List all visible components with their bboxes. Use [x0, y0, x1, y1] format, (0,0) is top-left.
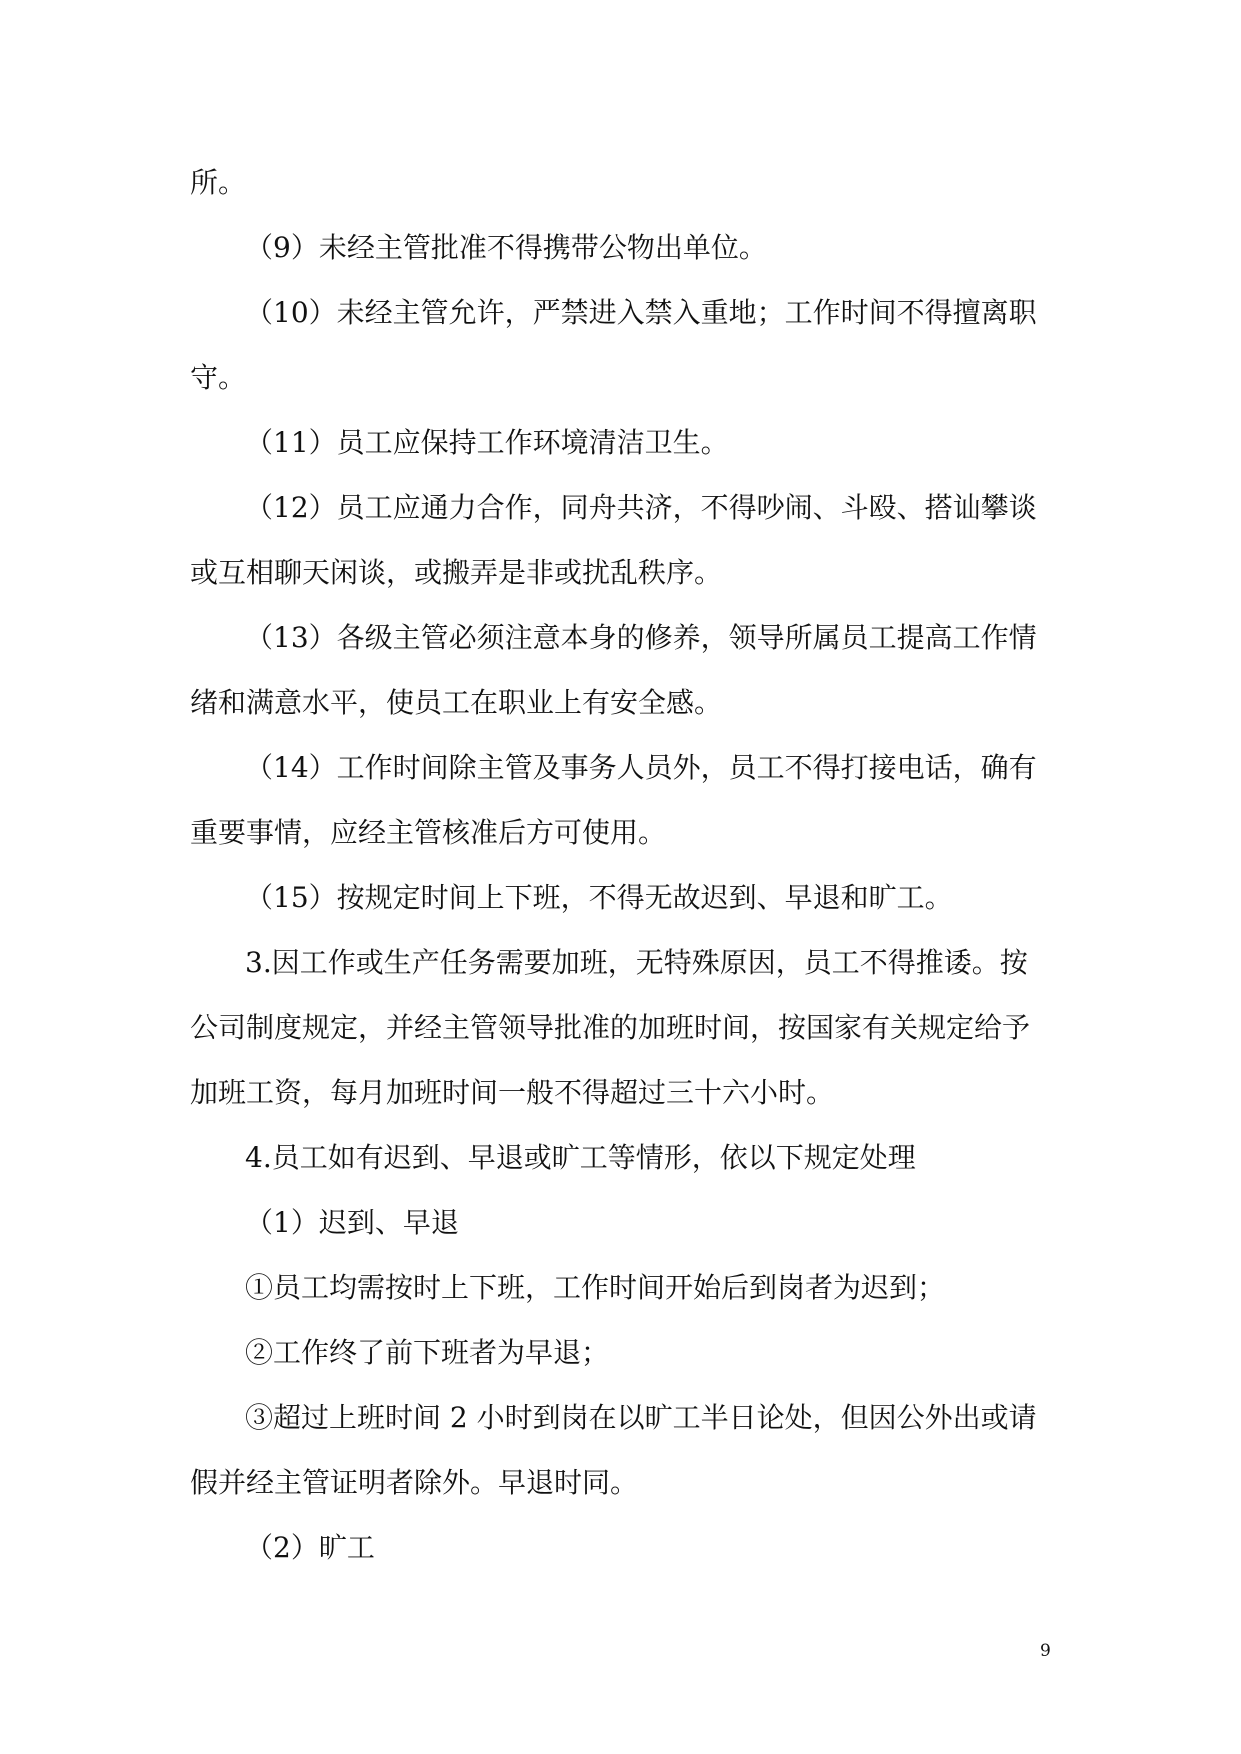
text-line: 守。 [190, 361, 247, 394]
text-line: 公司制度规定，并经主管领导批准的加班时间，按国家有关规定给予 [190, 1011, 1031, 1044]
text-line: 重要事情，应经主管核准后方可使用。 [190, 816, 667, 849]
list-item: （14）工作时间除主管及事务人员外，员工不得打接电话，确有 [245, 751, 1037, 784]
text-line: 加班工资，每月加班时间一般不得超过三十六小时。 [190, 1076, 835, 1109]
list-item: ①员工均需按时上下班，工作时间开始后到岗者为迟到； [245, 1271, 946, 1304]
section-paragraph: 4.员工如有迟到、早退或旷工等情形，依以下规定处理 [245, 1141, 916, 1174]
list-item: （13）各级主管必须注意本身的修养，领导所属员工提高工作情 [245, 621, 1037, 654]
subsection-heading: （2）旷工 [245, 1531, 375, 1564]
text-line: 假并经主管证明者除外。早退时同。 [190, 1466, 639, 1499]
list-item: ②工作终了前下班者为早退； [245, 1336, 610, 1369]
list-item: （10）未经主管允许，严禁进入禁入重地；工作时间不得擅离职 [245, 296, 1037, 329]
subsection-heading: （1）迟到、早退 [245, 1206, 459, 1239]
list-item: （11）员工应保持工作环境清洁卫生。 [245, 426, 729, 459]
list-item: （9）未经主管批准不得携带公物出单位。 [245, 231, 767, 264]
list-item: （12）员工应通力合作，同舟共济，不得吵闹、斗殴、搭讪攀谈 [245, 491, 1037, 524]
text-line: 绪和满意水平，使员工在职业上有安全感。 [190, 686, 723, 719]
text-line: 或互相聊天闲谈，或搬弄是非或扰乱秩序。 [190, 556, 723, 589]
page-number: 9 [1040, 1641, 1051, 1661]
section-paragraph: 3.因工作或生产任务需要加班，无特殊原因，员工不得推诿。按 [245, 946, 1028, 979]
text-line: 所。 [190, 166, 247, 199]
list-item: （15）按规定时间上下班，不得无故迟到、早退和旷工。 [245, 881, 953, 914]
list-item: ③超过上班时间 2 小时到岗在以旷工半日论处，但因公外出或请 [245, 1401, 1037, 1434]
